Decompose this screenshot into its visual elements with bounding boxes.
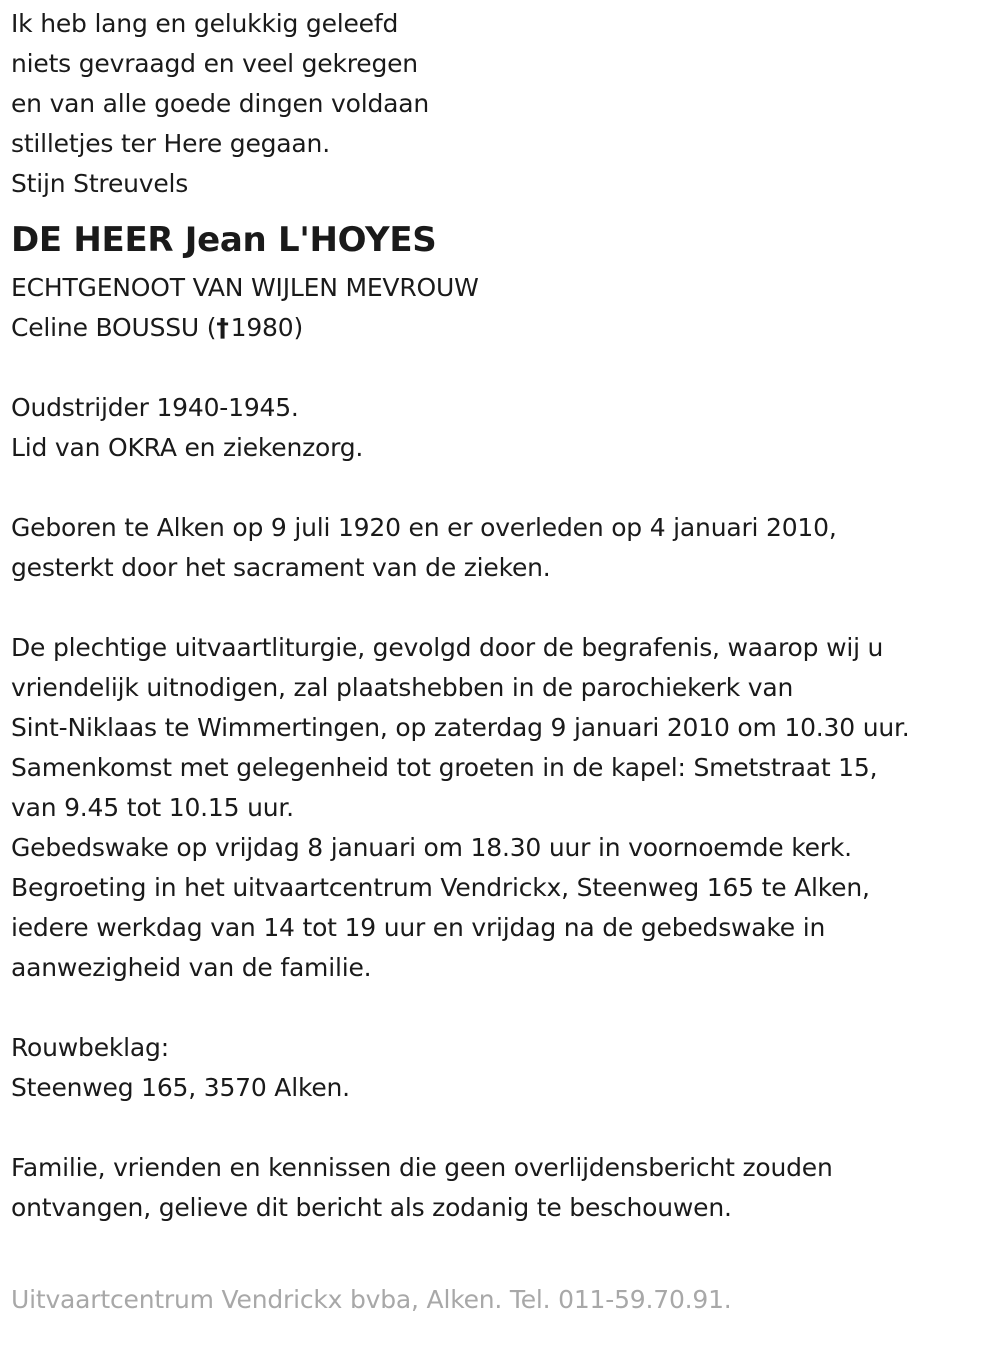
notice-block <box>11 1148 991 1228</box>
ceremony-block <box>11 628 991 988</box>
notice-line: ontvangen, gelieve dit bericht als zodanig te beschouwen. <box>11 1193 732 1222</box>
life-line: gesterkt door het sacrament van de zieken. <box>11 553 551 582</box>
poem-line: en van alle goede dingen voldaan <box>11 89 430 118</box>
spouse-title: ECHTGENOOT VAN WIJLEN MEVROUW <box>11 273 479 302</box>
ceremony-line: De plechtige uitvaartliturgie, gevolgd door de begrafenis, waarop wij u <box>11 633 884 662</box>
ceremony-line: iedere werkdag van 14 tot 19 uur en vrijdag na de gebedswake in <box>11 913 826 942</box>
spacer <box>11 1108 991 1148</box>
spouse-death-year: 1980) <box>230 313 304 342</box>
spacer <box>11 988 991 1028</box>
spacer <box>11 468 991 508</box>
ceremony-line: aanwezigheid van de familie. <box>11 953 372 982</box>
poem-line: Ik heb lang en gelukkig geleefd <box>11 9 399 38</box>
spouse-name-text: Celine BOUSSU ( <box>11 313 217 342</box>
poem-line: niets gevraagd en veel gekregen <box>11 49 418 78</box>
ceremony-line: Begroeting in het uitvaartcentrum Vendrickx, Steenweg 165 te Alken, <box>11 873 870 902</box>
condolences-address: Steenweg 165, 3570 Alken. <box>11 1073 350 1102</box>
spouse-name <box>11 308 991 348</box>
spacer <box>11 1228 991 1268</box>
membership-line: Lid van OKRA en ziekenzorg. <box>11 433 364 462</box>
membership-line: Oudstrijder 1940-1945. <box>11 393 299 422</box>
memberships-block <box>11 388 991 468</box>
poem-line: stilletjes ter Here gegaan. <box>11 129 330 158</box>
ceremony-line: Gebedswake op vrijdag 8 januari om 18.30 uur in voornoemde kerk. <box>11 833 852 862</box>
funeral-home-footer: Uitvaartcentrum Vendrickx bvba, Alken. Tel. 011-59.70.91. <box>11 1285 732 1314</box>
life-block <box>11 508 991 588</box>
ceremony-line: van 9.45 tot 10.15 uur. <box>11 793 294 822</box>
obituary-notice <box>11 4 991 1320</box>
condolences-label: Rouwbeklag: <box>11 1033 169 1062</box>
spacer <box>11 588 991 628</box>
condolences-block <box>11 1028 991 1108</box>
ceremony-line: vriendelijk uitnodigen, zal plaatshebben in de parochiekerk van <box>11 673 794 702</box>
spacer <box>11 348 991 388</box>
ceremony-line: Samenkomst met gelegenheid tot groeten in de kapel: Smetstraat 15, <box>11 753 878 782</box>
poem-author: Stijn Streuvels <box>11 169 189 198</box>
notice-line: Familie, vrienden en kennissen die geen overlijdensbericht zouden <box>11 1153 833 1182</box>
poem-block <box>11 4 991 204</box>
deceased-name: DE HEER Jean L'HOYES <box>11 220 437 260</box>
cross-icon: † <box>216 313 229 342</box>
ceremony-line: Sint-Niklaas te Wimmertingen, op zaterdag 9 januari 2010 om 10.30 uur. <box>11 713 910 742</box>
life-line: Geboren te Alken op 9 juli 1920 en er overleden op 4 januari 2010, <box>11 513 837 542</box>
